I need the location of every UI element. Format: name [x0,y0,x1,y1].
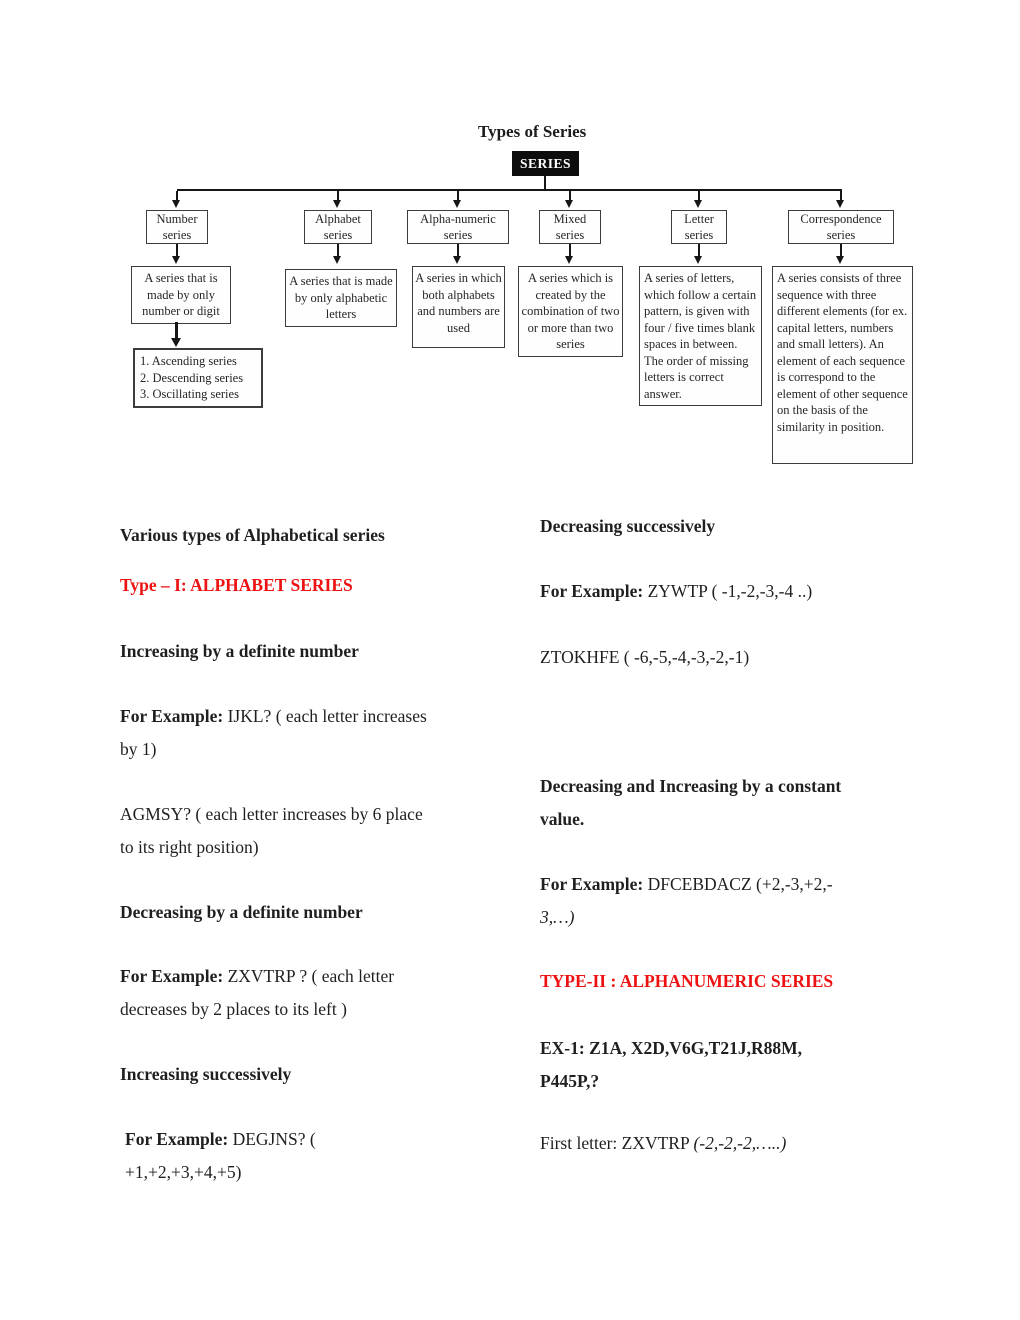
example-text: by 1) [120,738,157,759]
sub-heading [540,770,995,835]
example-text: decreases by 2 places to its left ) [120,998,347,1019]
arrow-down-icon [565,256,573,264]
desc-correspondence-series: A series consists of three sequence with three different elements (for ex. capital letters, numbers and small letters). An element of each sequence is correspond to the element of other sequence on the basis of the similarity in position. [772,266,913,464]
list-item: 3. Oscillating series [140,387,239,401]
node-alphabet-series: Alphabet series [304,210,372,244]
arrow-down-icon [836,200,844,208]
node-number-series: Number series [146,210,208,244]
example-text: +1,+2,+3,+4,+5) [125,1161,242,1182]
heading-text: Decreasing by a definite number [120,902,363,922]
example-label: For Example: [540,874,644,894]
example-paragraph [120,960,575,1025]
example-label: For Example: [540,581,644,601]
example-paragraph [120,1123,580,1188]
node-letter-series: Letter series [671,210,727,244]
example-paragraph [540,575,995,608]
example-text: P445P,? [540,1070,600,1091]
arrow-down-icon [172,200,180,208]
example-paragraph [540,1032,995,1097]
example-text: ZTOKHFE ( -6,-5,-4,-3,-2,-1) [540,647,750,667]
sub-heading [120,1058,575,1091]
desc-number-series: A series that is made by only number or digit [131,266,231,324]
heading-text: Increasing by a definite number [120,641,359,661]
sub-heading [120,635,575,668]
example-text: to its right position) [120,836,259,857]
example-text: DFCEBDACZ (+2,-3,+2,- [643,874,833,894]
example-label: For Example: [125,1129,229,1149]
desc-mixed-series: A series which is created by the combination of two or more than two series [518,266,623,357]
arrow-down-icon [333,256,341,264]
example-text: First letter: ZXVTRP [540,1133,694,1153]
example-text: EX-1: Z1A, X2D,V6G,T21J,R88M, [540,1038,803,1058]
example-paragraph [540,1127,995,1160]
tree-line [544,176,546,189]
desc-alpha-numeric-series: A series in which both alphabets and numbers are used [412,266,505,348]
arrow-down-icon [171,338,181,347]
example-paragraph [120,700,575,765]
example-paragraph [120,798,575,863]
arrow-down-icon [694,256,702,264]
list-item: 1. Ascending series [140,354,237,368]
arrow-down-icon [453,200,461,208]
node-correspondence-series: Correspondence series [788,210,894,244]
arrow-down-icon [453,256,461,264]
node-mixed-series: Mixed series [539,210,601,244]
example-label: For Example: [120,966,224,986]
example-label: For Example: [120,706,224,726]
series-root-box: SERIES [512,151,579,176]
desc-letter-series: A series of letters, which follow a certain pattern, is given with four / five times blank spaces in between. The order of missing letters is correct answer. [639,266,762,406]
example-text: AGMSY? ( each letter increases by 6 place [120,804,423,824]
heading-text: Type – I: ALPHABET SERIES [120,575,353,595]
example-text: ZXVTRP ? ( each letter [223,966,395,986]
sub-heading [540,510,995,543]
example-paragraph [540,641,995,674]
heading-text: Decreasing successively [540,516,716,536]
number-series-types-box [133,348,263,408]
arrow-down-icon [565,200,573,208]
page-title: Types of Series [478,122,587,141]
example-text: IJKL? ( each letter increases [223,706,427,726]
heading-text: Various types of Alphabetical series [120,525,385,545]
sub-heading [120,896,575,929]
example-text: 3,…) [540,906,575,927]
list-item: 2. Descending series [140,370,244,385]
example-paragraph [540,868,995,933]
heading-text: Increasing successively [120,1064,292,1084]
type-heading [120,569,575,602]
tree-line [177,189,842,191]
arrow-down-icon [836,256,844,264]
heading-text: Decreasing and Increasing by a constant [540,776,842,796]
example-text: ZYWTP ( -1,-2,-3,-4 ..) [643,581,813,601]
example-text: DEGJNS? ( [228,1129,316,1149]
section-heading [120,519,575,552]
type-heading [540,965,995,998]
arrow-down-icon [333,200,341,208]
arrow-down-icon [694,200,702,208]
heading-text: TYPE-II : ALPHANUMERIC SERIES [540,971,834,991]
arrow-down-icon [172,256,180,264]
desc-alphabet-series: A series that is made by only alphabetic letters [285,269,397,327]
example-text: (-2,-2,-2,…..) [693,1133,787,1153]
node-alpha-numeric-series: Alpha-numeric series [407,210,509,244]
heading-text: value. [540,808,585,829]
